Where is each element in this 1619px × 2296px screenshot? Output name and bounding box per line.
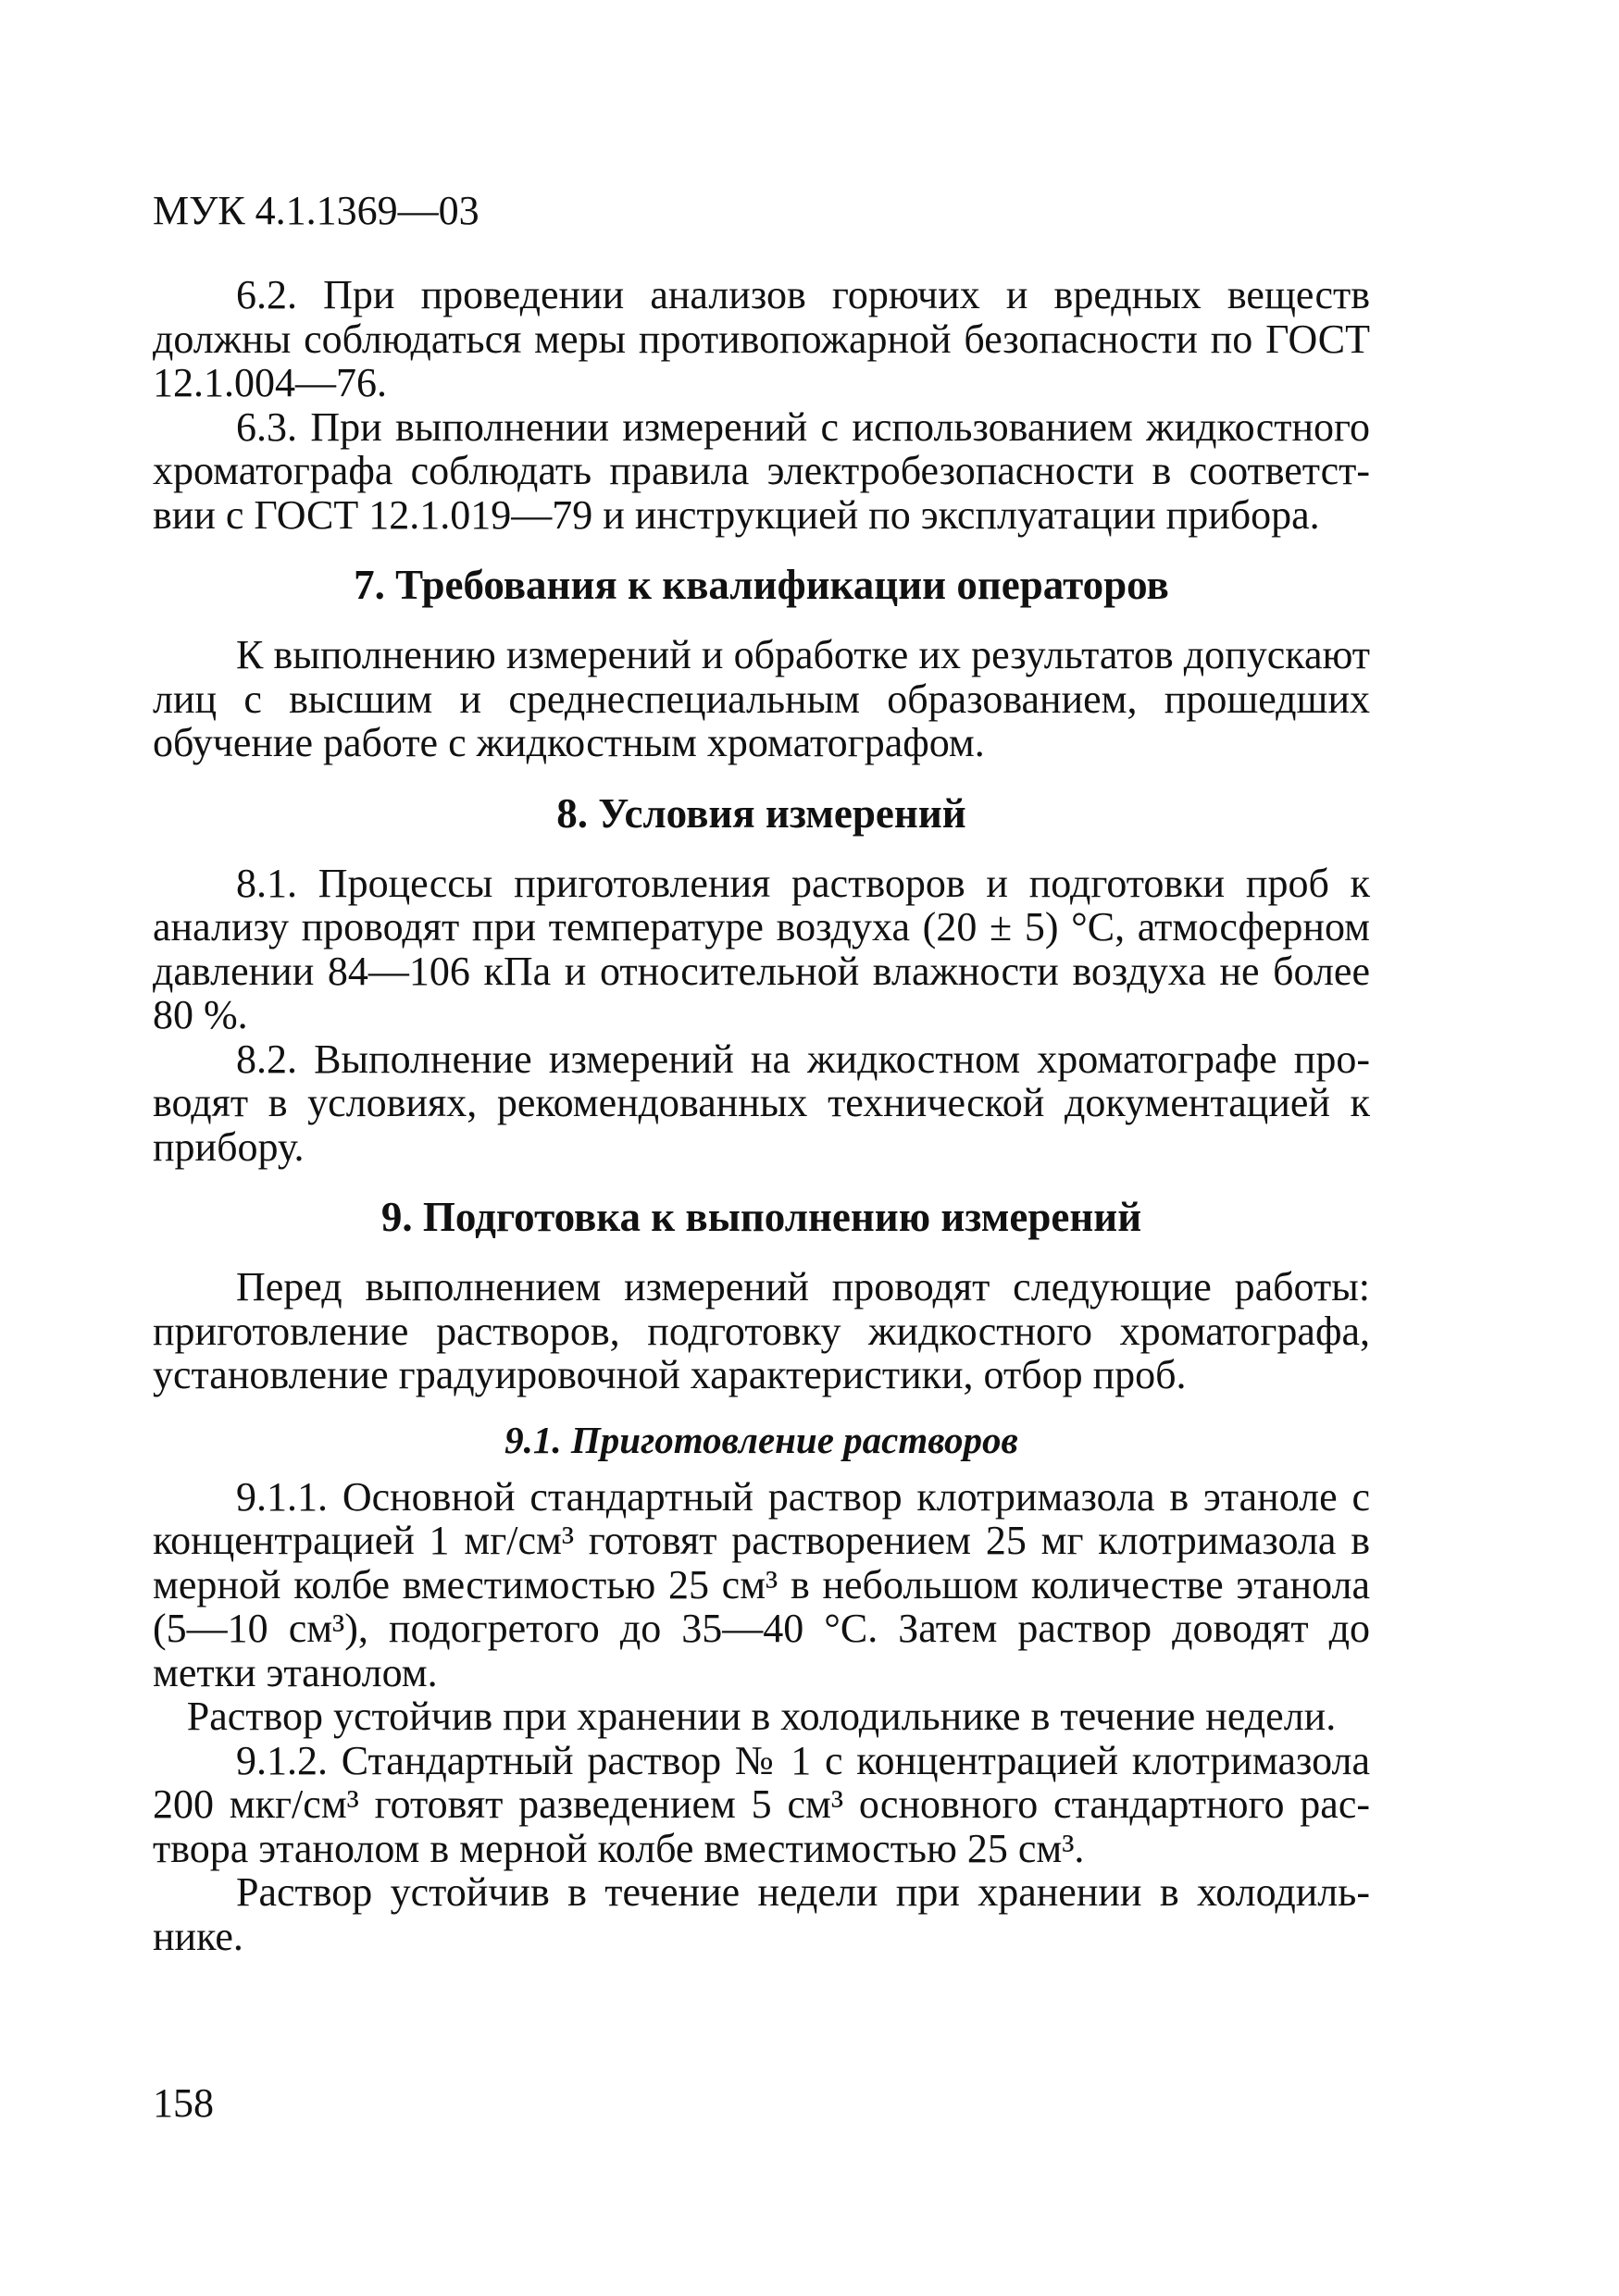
paragraph-9-1-2: 9.1.2. Стандартный раствор № 1 с концентрацией клотримазола 200 мкг/см³ готовят разведением 5 см³ основного стандартного раствора этанолом в мерной колбе вместимостью 25 см³.: [153, 1737, 1370, 1871]
section-9-heading: 9. Подготовка к выполнению измерений: [380, 1194, 1142, 1240]
paragraph-8-2: 8.2. Выполнение измерений на жидкостном хроматографе проводят в условиях, рекомендованных технической документацией к прибору.: [153, 1036, 1370, 1170]
subsection-9-1-heading: 9.1. Приготовление растворов: [504, 1418, 1018, 1461]
paragraph-6-3: 6.3. При выполнении измерений с использованием жидкостного хроматографа соблюдать правила электробезопасности в соответствии с ГОСТ 12.1.019—79 и инструкцией по эксплуатации прибора.: [153, 403, 1370, 538]
paragraph-9-1-1: 9.1.1. Основной стандартный раствор клотримазола в этаноле с концентрацией 1 мг/см³ готовят растворением 25 мг клотримазола в мерной колбе вместимостью 25 см³ в небольшом количестве этанола (5—10 см³), подогретого до 35—40 °С. Затем раствор доводят до метки этанолом.: [153, 1473, 1370, 1695]
section-7-heading: 7. Требования к квалификации операторов: [354, 562, 1169, 608]
section-8-heading: 8. Условия измерений: [556, 789, 966, 837]
section-7-text: К выполнению измерений и обработке их результатов допускают лиц с высшим и среднеспециальным образованием, прошедших обучение работе с жидкостным хроматографом.: [153, 632, 1370, 765]
section-9-text: Перед выполнением измерений проводят следующие работы: приготовление растворов, подготовку жидкостного хроматографа, установление градуировочной характеристики, отбор проб.: [153, 1264, 1370, 1397]
paragraph-8-1: 8.1. Процессы приготовления растворов и подготовки проб к анализу проводят при температуре воздуха (20 ± 5) °С, атмосферном давлении 84—106 кПа и относительной влажности воздуха не более 80 %.: [153, 860, 1370, 1037]
document-code-header: МУК 4.1.1369—03: [153, 188, 479, 233]
paragraph-6-2: 6.2. При проведении анализов горючих и вредных веществ должны соблюдаться меры противопожарной безопасности по ГОСТ 12.1.004—76.: [153, 272, 1370, 405]
paragraph-9-1-1-note: Раствор устойчив при хранении в холодильнике в течение недели.: [186, 1694, 1337, 1739]
page-number: 158: [153, 2080, 214, 2126]
document-body: [153, 273, 1370, 1958]
paragraph-9-1-2-note: Раствор устойчив в течение недели при хранении в холодильнике.: [153, 1869, 1370, 1959]
